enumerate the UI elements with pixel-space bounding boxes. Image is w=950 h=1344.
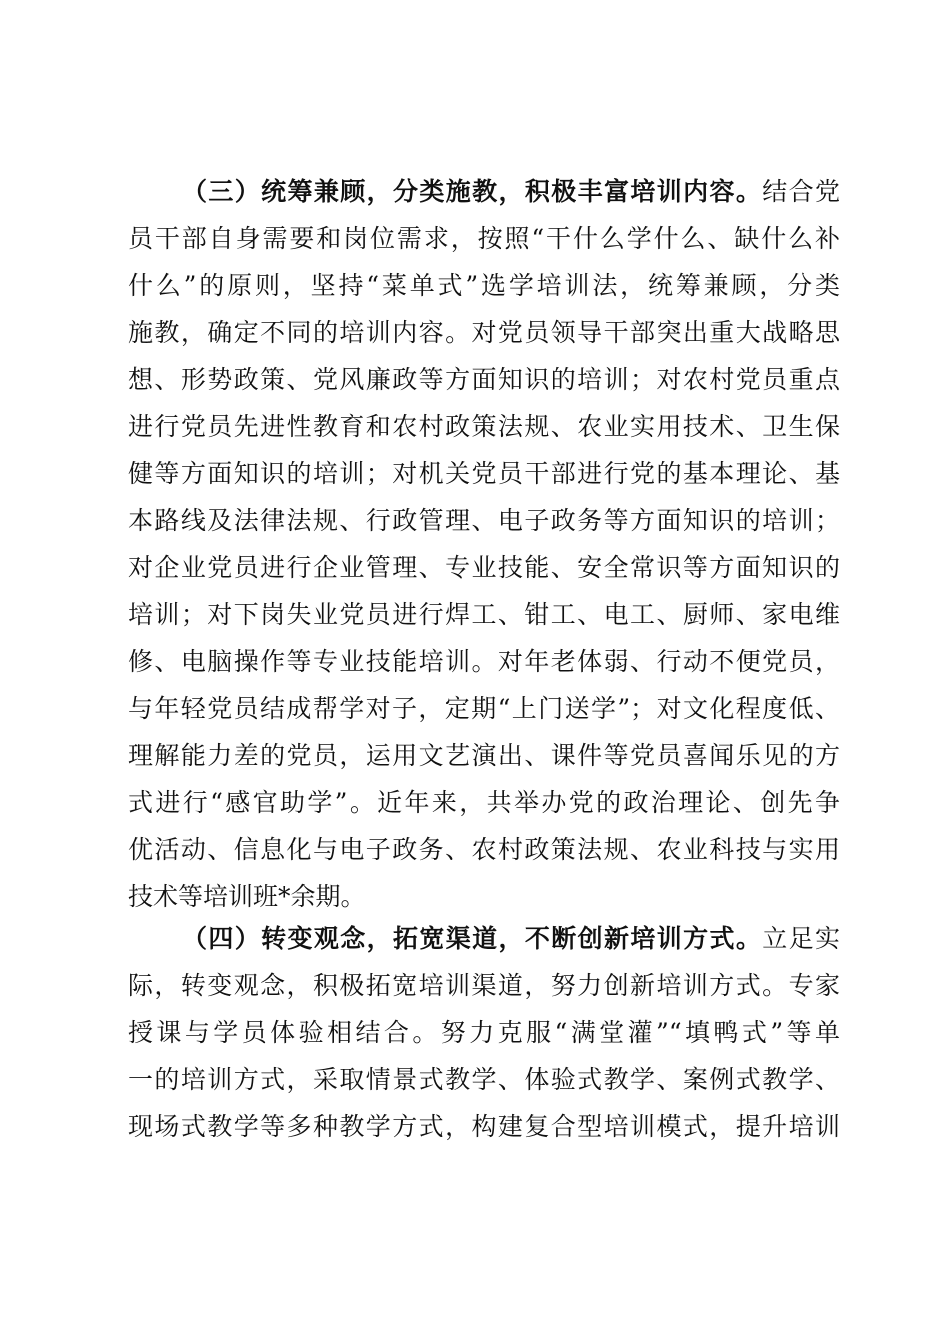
- paragraph-heading: （四）转变观念，拓宽渠道，不断创新培训方式。: [182, 924, 763, 953]
- paragraph-line: 培训；对下岗失业党员进行焊工、钳工、电工、厨师、家电维: [128, 600, 840, 629]
- paragraph-line: 进行党员先进性教育和农村政策法规、农业实用技术、卫生保: [128, 412, 840, 441]
- paragraph-line: 员干部自身需要和岗位需求，按照“干什么学什么、缺什么补: [128, 224, 840, 253]
- paragraph-line: 想、形势政策、党风廉政等方面知识的培训；对农村党员重点: [128, 365, 840, 394]
- paragraph-line: 理解能力差的党员，运用文艺演出、课件等党员喜闻乐见的方: [128, 741, 840, 770]
- paragraph-line: 本路线及法律法规、行政管理、电子政务等方面知识的培训；: [128, 506, 840, 535]
- paragraph-line: 优活动、信息化与电子政务、农村政策法规、农业科技与实用: [128, 835, 840, 864]
- paragraph-line: 式进行“感官助学”。近年来，共举办党的政治理论、创先争: [128, 788, 840, 817]
- paragraph-line: 什么”的原则，坚持“菜单式”选学培训法，统筹兼顾，分类: [128, 271, 840, 300]
- paragraph-3: [128, 168, 840, 920]
- paragraph-line: 授课与学员体验相结合。努力克服“满堂灌”“填鸭式”等单: [128, 1018, 840, 1047]
- paragraph-line: 际，转变观念，积极拓宽培训渠道，努力创新培训方式。专家: [128, 971, 840, 1000]
- paragraph-line: 与年轻党员结成帮学对子，定期“上门送学”；对文化程度低、: [128, 694, 840, 723]
- paragraph-4: [128, 915, 840, 1150]
- paragraph-first-line: [128, 168, 840, 215]
- paragraph-line: 修、电脑操作等专业技能培训。对年老体弱、行动不便党员，: [128, 647, 840, 676]
- paragraph-text: 结合党: [762, 177, 840, 206]
- paragraph-heading: （三）统筹兼顾，分类施教，积极丰富培训内容。: [182, 177, 763, 206]
- paragraph-line: 一的培训方式，采取情景式教学、体验式教学、案例式教学、: [128, 1065, 840, 1094]
- paragraph-line: 施教，确定不同的培训内容。对党员领导干部突出重大战略思: [128, 318, 840, 347]
- paragraph-line: 技术等培训班*余期。: [128, 882, 366, 911]
- paragraph-line: 对企业党员进行企业管理、专业技能、安全常识等方面知识的: [128, 553, 840, 582]
- paragraph-line: 现场式教学等多种教学方式，构建复合型培训模式，提升培训: [128, 1112, 840, 1141]
- paragraph-text: 立足实: [762, 924, 840, 953]
- paragraph-first-line: [128, 915, 840, 962]
- paragraph-line: 健等方面知识的培训；对机关党员干部进行党的基本理论、基: [128, 459, 840, 488]
